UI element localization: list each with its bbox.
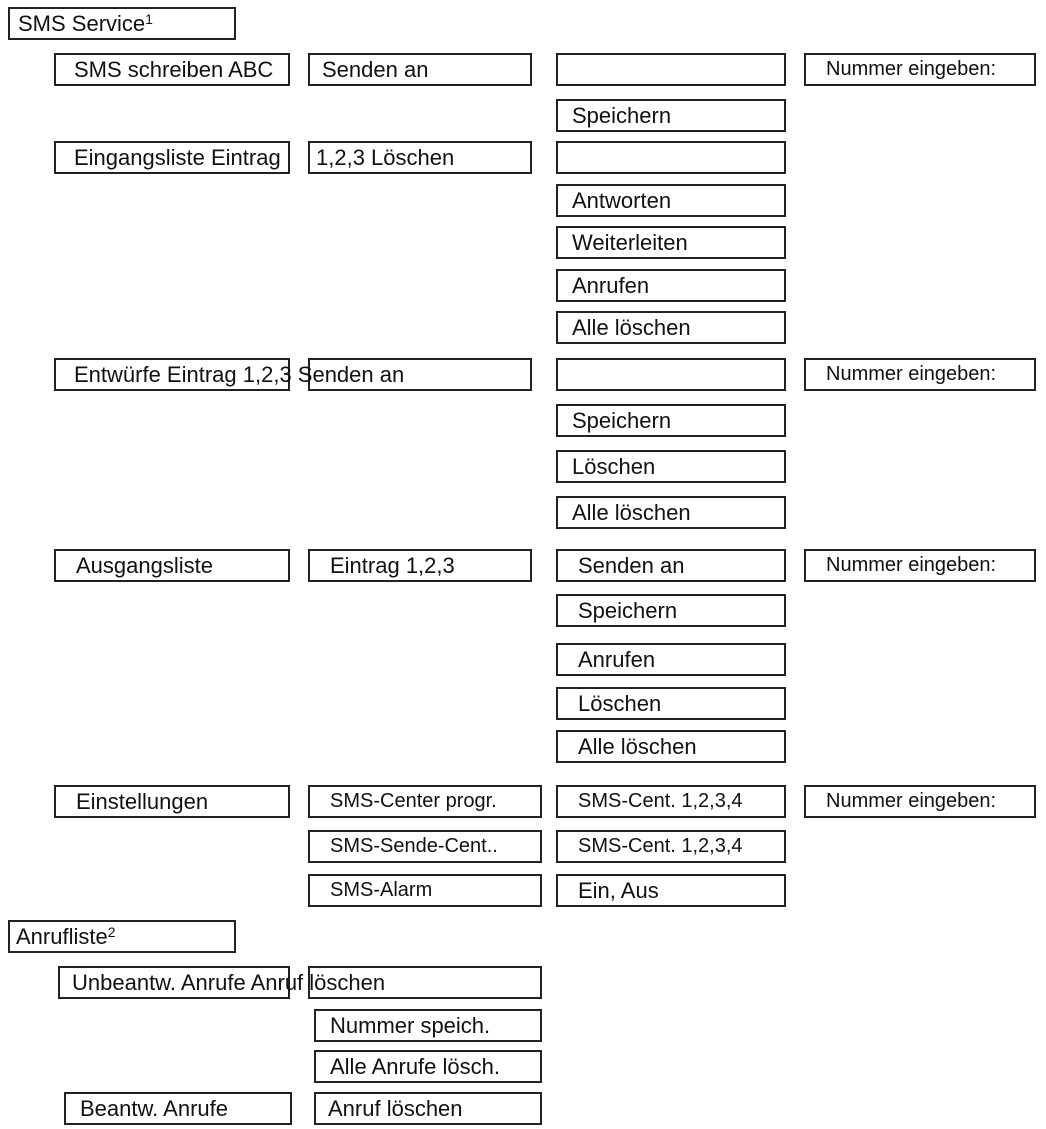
- menu-ausgangsliste[interactable]: Ausgangsliste: [54, 549, 290, 582]
- anrufliste-title[interactable]: [8, 920, 236, 953]
- sms-service-label: SMS Service: [18, 11, 146, 36]
- menu-nummer-eingeben-3[interactable]: Nummer eingeben:: [804, 549, 1036, 582]
- menu-beantw-anrufe[interactable]: Beantw. Anrufe: [64, 1092, 292, 1125]
- option-antworten[interactable]: Antworten: [556, 184, 786, 217]
- option-anrufen-1[interactable]: Anrufen: [556, 269, 786, 302]
- option-alle-anrufe-loesch[interactable]: Alle Anrufe lösch.: [314, 1050, 542, 1083]
- menu-empty-1[interactable]: [556, 53, 786, 86]
- anrufliste-label: Anrufliste: [16, 924, 108, 949]
- sms-service-title[interactable]: [8, 7, 236, 40]
- eintrag-loeschen-label: 1,2,3 Löschen: [316, 145, 455, 170]
- option-anrufen-2[interactable]: Anrufen: [556, 643, 786, 676]
- menu-sms-alarm[interactable]: SMS-Alarm: [308, 874, 542, 907]
- footnote-2: 2: [107, 924, 116, 940]
- menu-empty-3[interactable]: [556, 358, 786, 391]
- sms-schreiben-label: SMS schreiben ABC: [74, 57, 274, 82]
- entwuerfe-label: Entwürfe Eintrag 1,2,3 Senden an: [74, 362, 405, 387]
- menu-sms-center-progr[interactable]: SMS-Center progr.: [308, 785, 542, 818]
- option-loeschen-1[interactable]: Löschen: [556, 450, 786, 483]
- menu-eintrag-123[interactable]: Eintrag 1,2,3: [308, 549, 532, 582]
- unbeantw-anrufe-label: Unbeantw. Anrufe Anruf löschen: [72, 970, 386, 995]
- menu-nummer-eingeben-1[interactable]: Nummer eingeben:: [804, 53, 1036, 86]
- menu-empty-2[interactable]: [556, 141, 786, 174]
- option-alle-loeschen-3[interactable]: Alle löschen: [556, 730, 786, 763]
- menu-sms-sende-cent[interactable]: SMS-Sende-Cent..: [308, 830, 542, 863]
- option-speichern-1[interactable]: Speichern: [556, 99, 786, 132]
- menu-ein-aus[interactable]: Ein, Aus: [556, 874, 786, 907]
- menu-senden-an-3[interactable]: Senden an: [556, 549, 786, 582]
- option-loeschen-2[interactable]: Löschen: [556, 687, 786, 720]
- option-alle-loeschen-2[interactable]: Alle löschen: [556, 496, 786, 529]
- menu-sms-cent-2[interactable]: SMS-Cent. 1,2,3,4: [556, 830, 786, 863]
- option-speichern-2[interactable]: Speichern: [556, 404, 786, 437]
- option-nummer-speich[interactable]: Nummer speich.: [314, 1009, 542, 1042]
- footnote-1: 1: [145, 11, 153, 27]
- menu-sms-cent-1[interactable]: SMS-Cent. 1,2,3,4: [556, 785, 786, 818]
- senden-an-label: Senden an: [322, 57, 429, 82]
- option-alle-loeschen-1[interactable]: Alle löschen: [556, 311, 786, 344]
- menu-nummer-eingeben-2[interactable]: Nummer eingeben:: [804, 358, 1036, 391]
- eingangsliste-label: Eingangsliste Eintrag: [74, 145, 281, 170]
- menu-nummer-eingeben-4[interactable]: Nummer eingeben:: [804, 785, 1036, 818]
- menu-anruf-loeschen-2[interactable]: Anruf löschen: [314, 1092, 542, 1125]
- option-weiterleiten[interactable]: Weiterleiten: [556, 226, 786, 259]
- option-speichern-3[interactable]: Speichern: [556, 594, 786, 627]
- menu-einstellungen[interactable]: Einstellungen: [54, 785, 290, 818]
